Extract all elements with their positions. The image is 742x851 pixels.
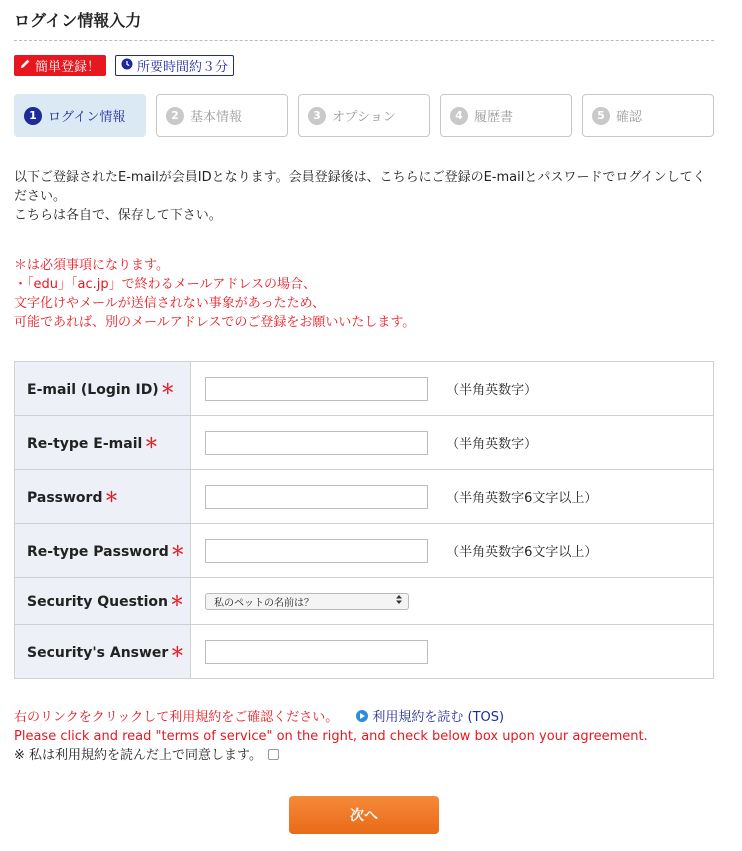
notice-line: ＊は必須事項になります。 [14, 258, 169, 273]
step-number: 4 [450, 107, 468, 125]
page-title: ログイン情報入力 [14, 11, 142, 30]
email-confirm-field-cell [191, 416, 714, 470]
notice-line: 文字化けやメールが送信されない事象があったため、 [14, 296, 326, 311]
password-confirm-label: Re-type Password [27, 543, 169, 560]
form-row-email-confirm [15, 416, 714, 470]
required-mark: ＊ [170, 644, 185, 661]
email-field-cell [191, 362, 714, 416]
title-divider [14, 40, 714, 41]
password-hint: （半角英数字6文字以上） [446, 491, 598, 506]
security-answer-input[interactable] [205, 640, 428, 664]
select-arrows-icon [396, 595, 402, 607]
clock-icon [121, 58, 133, 74]
step-label: ログイン情報 [48, 110, 126, 125]
required-mark: ＊ [170, 594, 185, 610]
tos-link-label: 利用規約を読む (TOS) [372, 710, 505, 725]
intro-line: こちらは各自で、保存して下さい。 [14, 208, 222, 223]
easy-registration-badge [14, 55, 106, 76]
terms-line-jp [14, 708, 724, 727]
password-confirm-label-cell [15, 524, 191, 578]
form-row-email [15, 362, 714, 416]
step-resume [440, 94, 572, 137]
step-label: オプション [332, 110, 396, 125]
time-required-badge [115, 55, 234, 76]
notice-line: ・「edu」「ac.jp」で終わるメールアドレスの場合、 [14, 277, 316, 292]
required-mark: ＊ [104, 489, 119, 506]
intro-text [14, 168, 716, 225]
terms-section [14, 708, 724, 765]
email-confirm-label: Re-type E-mail [27, 435, 143, 452]
password-field-cell [191, 470, 714, 524]
security-answer-label: Security's Answer [27, 644, 169, 661]
form-row-password-confirm [15, 524, 714, 578]
security-question-field-cell [191, 578, 714, 625]
password-input[interactable] [205, 485, 428, 509]
form-row-security-question [15, 578, 714, 625]
email-label: E-mail (Login ID) [27, 381, 159, 398]
form-row-security-answer [15, 625, 714, 679]
step-confirm [582, 94, 714, 137]
agree-row [14, 746, 724, 765]
email-confirm-label-cell [15, 416, 191, 470]
email-input[interactable] [205, 377, 428, 401]
step-basic-info [156, 94, 288, 137]
play-circle-icon [356, 710, 368, 722]
required-mark: ＊ [160, 381, 175, 398]
terms-instruction-en: Please click and read "terms of service" on the right, and check below box upon your agreement. [14, 729, 648, 744]
required-mark: ＊ [170, 543, 185, 560]
step-number: 5 [592, 107, 610, 125]
form-row-password [15, 470, 714, 524]
password-label: Password [27, 489, 103, 506]
security-question-selected: 私のペットの名前は？ [214, 597, 314, 609]
notice-text [14, 256, 716, 332]
step-number: 2 [166, 107, 184, 125]
security-answer-field-cell [191, 625, 714, 679]
time-required-label: 所要時間約３分 [137, 60, 229, 75]
terms-instruction-jp: 右のリンクをクリックして利用規約をご確認ください。 [14, 710, 339, 725]
step-label: 確認 [616, 110, 643, 125]
required-mark: ＊ [144, 435, 159, 452]
email-confirm-input[interactable] [205, 431, 428, 455]
password-label-cell [15, 470, 191, 524]
security-question-label-cell [15, 578, 191, 625]
agree-checkbox[interactable] [268, 749, 279, 760]
password-confirm-field-cell [191, 524, 714, 578]
security-question-label: Security Question [27, 594, 169, 610]
progress-steps [14, 94, 714, 137]
next-button[interactable]: 次へ [289, 796, 439, 834]
security-question-select[interactable] [205, 593, 409, 610]
login-form-table [14, 361, 714, 679]
step-login-info [14, 94, 146, 137]
step-label: 履歴書 [474, 110, 514, 125]
password-confirm-input[interactable] [205, 539, 428, 563]
step-label: 基本情報 [190, 110, 243, 125]
step-number: 3 [308, 107, 326, 125]
email-confirm-hint: （半角英数字） [446, 437, 538, 452]
password-confirm-hint: （半角英数字6文字以上） [446, 545, 598, 560]
easy-registration-label: 簡単登録！ [35, 60, 101, 75]
tos-link[interactable] [356, 710, 504, 725]
security-answer-label-cell [15, 625, 191, 679]
email-hint: （半角英数字） [446, 383, 538, 398]
agree-label: ※ 私は利用規約を読んだ上で同意します。 [14, 748, 262, 763]
step-number: 1 [24, 107, 42, 125]
email-label-cell [15, 362, 191, 416]
notice-line: 可能であれば、別のメールアドレスでのご登録をお願いいたします。 [14, 315, 416, 330]
step-options [298, 94, 430, 137]
pencil-icon [20, 58, 31, 73]
badge-row [14, 55, 234, 76]
intro-line: 以下ご登録されたE-mailが会員IDとなります。会員登録後は、こちらにご登録のE-mailとパスワードでログインしてください。 [14, 170, 706, 204]
